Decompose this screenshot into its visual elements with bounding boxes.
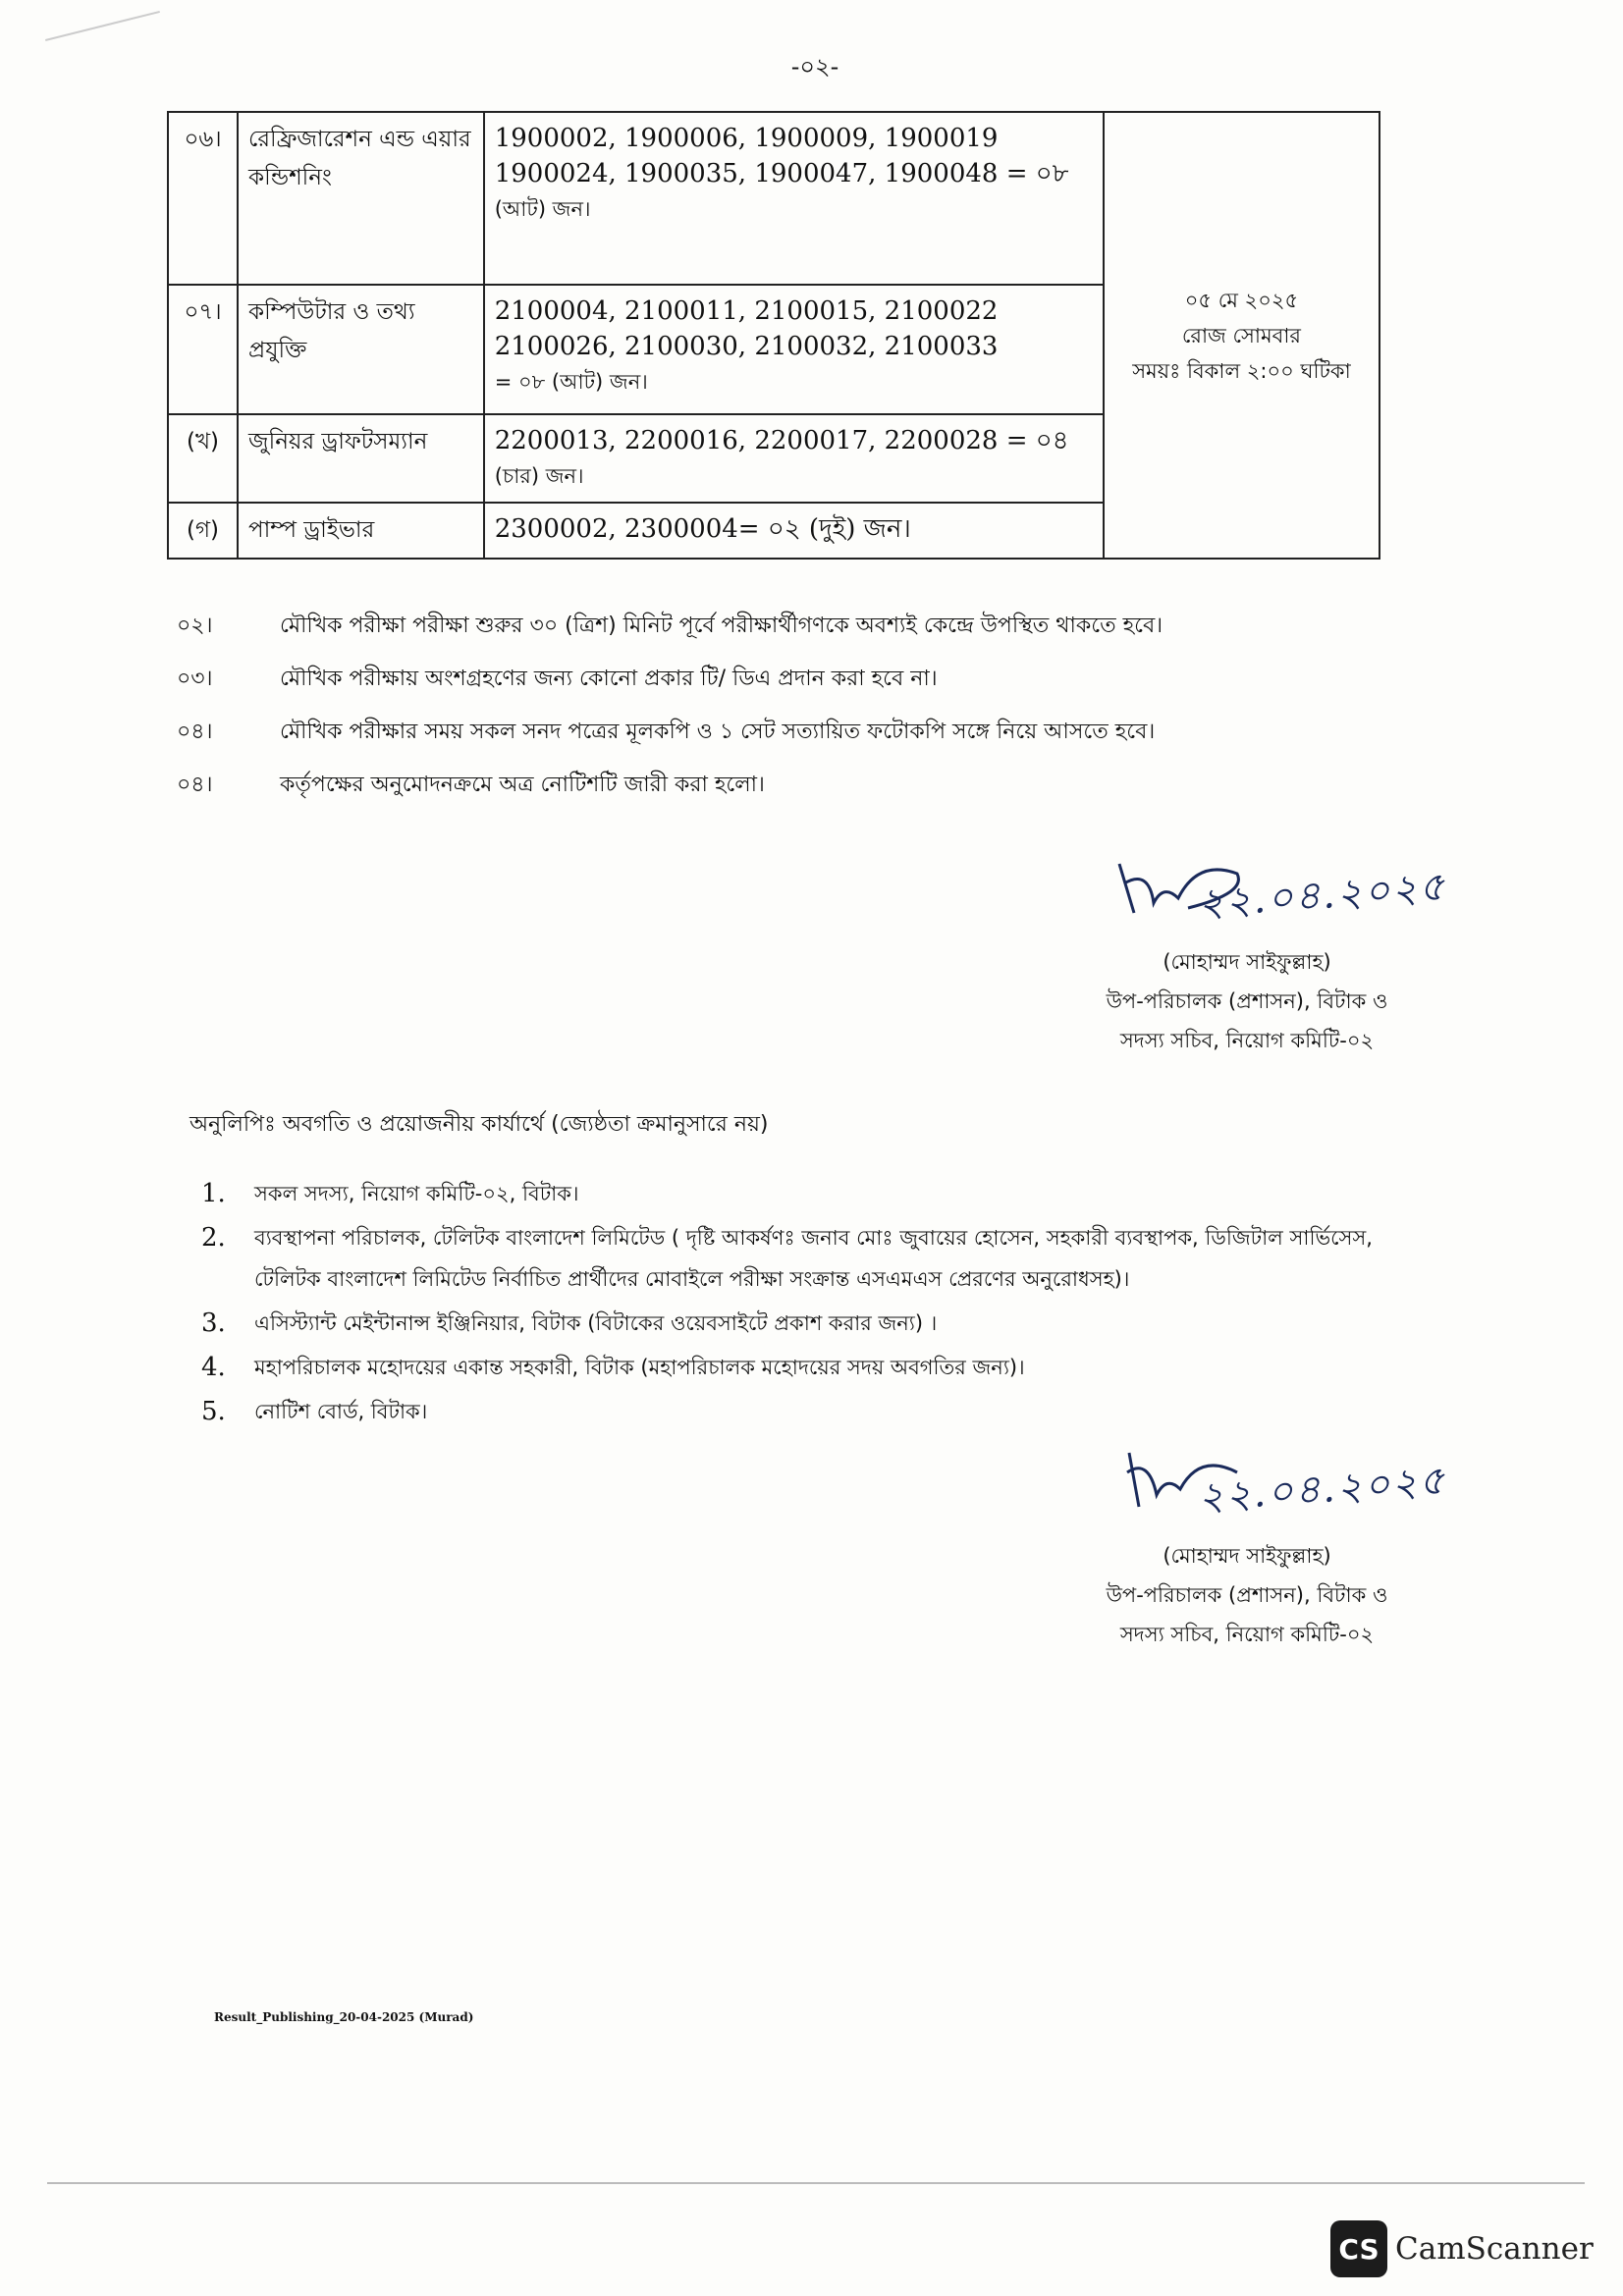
signatory-designation: উপ-পরিচালক (প্রশাসন), বিটাক ও bbox=[1106, 1583, 1388, 1607]
note-item: ০৩। মৌখিক পরীক্ষায় অংশগ্রহণের জন্য কোনো প্রকার টি/ ডিএ প্রদান করা হবে না। bbox=[177, 667, 938, 691]
row-trade: কম্পিউটার ও তথ্য প্রযুক্তি bbox=[238, 285, 484, 414]
table-row bbox=[168, 112, 1380, 285]
cc-list bbox=[201, 1173, 1438, 1435]
exam-schedule bbox=[1104, 112, 1380, 559]
camscanner-watermark bbox=[1330, 2220, 1594, 2277]
signature-date: ২২.০৪.২০২৫ bbox=[1196, 864, 1448, 927]
row-serial: ০৬। bbox=[168, 112, 238, 285]
row-serial: (খ) bbox=[168, 414, 238, 503]
exam-time: সময়ঃ বিকাল ২:০০ ঘটিকা bbox=[1132, 358, 1351, 383]
exam-date: ০৫ মে ২০২৫ bbox=[1184, 288, 1299, 312]
camscanner-logo-icon: CS bbox=[1330, 2220, 1387, 2277]
row-trade: জুনিয়র ড্রাফটসম্যান bbox=[238, 414, 484, 503]
camscanner-name: CamScanner bbox=[1395, 2231, 1594, 2267]
instruction-notes bbox=[177, 609, 1306, 821]
signatory-role: সদস্য সচিব, নিয়োগ কমিটি-০২ bbox=[1119, 1029, 1375, 1052]
note-item: ০২। মৌখিক পরীক্ষা পরীক্ষা শুরুর ৩০ (ত্রিশ) মিনিট পূর্বে পরীক্ষার্থীগণকে অবশ্যই কেন্দ্রে উপস্থিত থাকতে হবে। bbox=[177, 614, 1163, 638]
signature-block-2 bbox=[1070, 1448, 1448, 1654]
list-item: 4. মহাপরিচালক মহোদয়ের একান্ত সহকারী, বিটাক (মহাপরিচালক মহোদয়ের সদয় অবগতির জন্য)। bbox=[201, 1353, 1025, 1382]
note-item: ০৪। কর্তৃপক্ষের অনুমোদনক্রমে অত্র নোটিশটি জারী করা হলো। bbox=[177, 773, 765, 797]
row-rolls: 2200013, 2200016, 2200017, 2200028 = ০৪ (চার) জন। bbox=[484, 414, 1104, 503]
roll-table bbox=[167, 111, 1380, 560]
handwritten-signature bbox=[1070, 1448, 1448, 1536]
row-rolls: 2300002, 2300004= ০২ (দুই) জন। bbox=[484, 503, 1104, 559]
exam-day: রোজ সোমবার bbox=[1181, 323, 1301, 347]
page-number: -০২- bbox=[790, 53, 839, 80]
row-rolls: 2100004, 2100011, 2100015, 2100022 2100026, 2100030, 2100032, 2100033 = ০৮ (আট) জন। bbox=[484, 285, 1104, 414]
list-item: 3. এসিস্ট্যান্ট মেইন্টানান্স ইঞ্জিনিয়ার, বিটাক (বিটাকের ওয়েবসাইটে প্রকাশ করার জন্য) । bbox=[201, 1308, 938, 1338]
note-item: ০৪। মৌখিক পরীক্ষার সময় সকল সনদ পত্রের মূলকপি ও ১ সেট সত্যায়িত ফটোকপি সঙ্গে নিয়ে আসতে হবে। bbox=[177, 720, 1156, 744]
row-serial: (গ) bbox=[168, 503, 238, 559]
signatory-role: সদস্য সচিব, নিয়োগ কমিটি-০২ bbox=[1119, 1623, 1375, 1646]
signature-date: ২২.০৪.২০২৫ bbox=[1196, 1458, 1448, 1521]
row-trade: পাম্প ড্রাইভার bbox=[238, 503, 484, 559]
row-trade: রেফ্রিজারেশন এন্ড এয়ার কন্ডিশনিং bbox=[238, 112, 484, 285]
cc-heading: অনুলিপিঃ অবগতি ও প্রয়োজনীয় কার্যার্থে (জ্যেষ্ঠতা ক্রমানুসারে নয়) bbox=[189, 1112, 769, 1137]
row-serial: ০৭। bbox=[168, 285, 238, 414]
list-item: 2. ব্যবস্থাপনা পরিচালক, টেলিটক বাংলাদেশ লিমিটেড ( দৃষ্টি আকর্ষণঃ জনাব মোঃ জুবায়ের হোসেন, সহকারী ব্যবস্থাপক, ডিজিটাল সার্ভিসেস, টেলিটক বাংলাদেশ লিমিটেড নির্বাচিত প্রার্থীদের মোবাইলে পরীক্ষা সংক্রান্ত এসএমএস প্রেরণের অনুরোধসহ)। bbox=[201, 1223, 1373, 1291]
signatory-name: (মোহাম্মদ সাইফুল্লাহ) bbox=[1163, 1544, 1331, 1568]
list-item: 5. নোটিশ বোর্ড, বিটাক। bbox=[201, 1397, 428, 1426]
scan-edge-line bbox=[47, 2182, 1585, 2184]
signatory-designation: উপ-পরিচালক (প্রশাসন), বিটাক ও bbox=[1106, 989, 1388, 1013]
row-rolls: 1900002, 1900006, 1900009, 1900019 1900024, 1900035, 1900047, 1900048 = ০৮ (আট) জন। bbox=[484, 112, 1104, 285]
handwritten-signature bbox=[1070, 854, 1448, 942]
signature-block bbox=[1070, 854, 1448, 1060]
list-item: 1. সকল সদস্য, নিয়োগ কমিটি-০২, বিটাক। bbox=[201, 1179, 579, 1208]
footer-reference: Result_Publishing_20-04-2025 (Murad) bbox=[214, 2010, 474, 2024]
scan-artifact-line bbox=[45, 11, 160, 41]
signatory-name: (মোহাম্মদ সাইফুল্লাহ) bbox=[1163, 950, 1331, 974]
